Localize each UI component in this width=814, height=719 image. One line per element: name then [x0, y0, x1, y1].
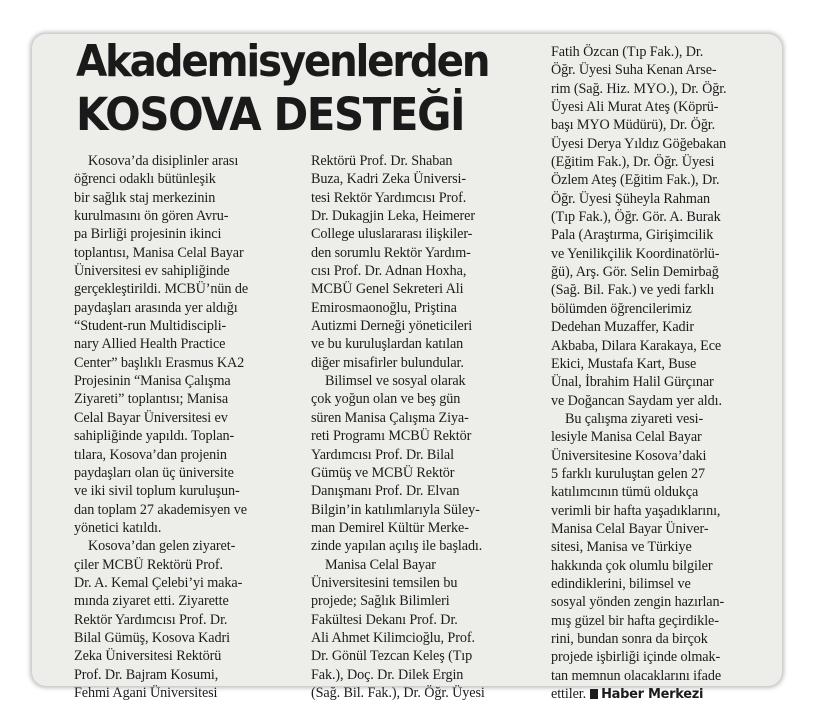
- article-line: Celal Bayar Üniversitesi ev: [74, 409, 228, 426]
- article-line: tan memnun olacaklarını ifade: [551, 667, 722, 684]
- article-line: Kosova’dan gelen ziyaret-: [88, 538, 236, 555]
- article-line: Fak.), Doç. Dr. Dilek Ergin: [311, 666, 464, 683]
- article-line: toplantısı, Manisa Celal Bayar: [74, 244, 244, 261]
- article-line: Üyesi Ali Murat Ateş (Köprü-: [551, 99, 719, 116]
- article-line: Bilimsel ve sosyal olarak: [325, 373, 466, 390]
- article-line: ve iki sivil toplum kuruluşun-: [74, 483, 240, 500]
- article-line: gerçekleştirildi. MCBÜ’nün de: [74, 281, 249, 298]
- article-line: diğer misafirler bulundular.: [311, 354, 464, 371]
- article-line: mış güzel bir hafta geçirdikle-: [551, 612, 719, 629]
- article-line: Pala (Araştırma, Girişimcilik: [551, 227, 714, 244]
- article-line: bir sağlık staj merkezinin: [74, 189, 216, 206]
- article-line: Ziyareti” toplantısı; Manisa: [74, 391, 229, 408]
- article-line: lesiyle Manisa Celal Bayar: [551, 429, 702, 446]
- article-line: Dr. A. Kemal Çelebi’yi maka-: [74, 574, 243, 591]
- article-line: Gümüş ve MCBÜ Rektör: [311, 464, 455, 481]
- article-line: sahipliğinde yapıldı. Toplan-: [74, 428, 235, 445]
- article-line: Ali Ahmet Kilimcioğlu, Prof.: [311, 629, 475, 646]
- article-line: zinde yapılan açılış ile başladı.: [311, 538, 483, 555]
- article-line: paydaşları arasında yer aldığı: [74, 299, 238, 316]
- article-line: MCBÜ Genel Sekreteri Ali: [311, 281, 464, 298]
- headline-line-2: KOSOVA DESTEĞİ: [76, 88, 465, 141]
- article-line: Manisa Celal Bayar Üniver-: [551, 520, 709, 537]
- article-line: Fatih Özcan (Tıp Fak.), Dr.: [551, 44, 704, 60]
- square-bullet-icon: [590, 689, 598, 699]
- article-line: Dedehan Muzaffer, Kadir: [551, 319, 695, 336]
- article-line: bölümden öğrencilerimiz: [551, 300, 692, 317]
- article-line: nary Allied Health Practice: [74, 336, 226, 353]
- article-line: Zeka Üniversitesi Rektörü: [74, 648, 222, 665]
- article-line: Autizmi Derneği yöneticileri: [311, 318, 473, 335]
- article-line: pa Birliği projesinin ikinci: [74, 226, 222, 243]
- article-line: rini, bundan sonra da birçok: [551, 631, 708, 647]
- article-line: Ekici, Mustafa Kart, Buse: [551, 355, 697, 372]
- article-line: Kosova’da disiplinler arası: [88, 153, 239, 169]
- article-line: Öğr. Üyesi Suha Kenan Arse-: [551, 62, 717, 79]
- byline: Haber Merkezi: [601, 687, 704, 703]
- article-line: Prof. Dr. Bajram Kosumi,: [74, 666, 219, 683]
- article-line: Fehmi Agani Üniversitesi: [74, 684, 218, 701]
- article-line: sitesi, Manisa ve Türkiye: [551, 539, 692, 556]
- article-column-2: [311, 152, 539, 702]
- article-line: “Student-run Multidiscipli-: [74, 318, 227, 335]
- article-line: (Sağ. Bil. Fak.), Dr. Öğr. Üyesi: [311, 684, 485, 701]
- article-line: cısı Prof. Dr. Adnan Hoxha,: [311, 263, 467, 280]
- article-line: Yardımcısı Prof. Dr. Bilal: [311, 446, 454, 463]
- article-line: Rektörü Prof. Dr. Shaban: [311, 153, 453, 169]
- article-line: tesi Rektör Yardımcısı Prof.: [311, 189, 467, 206]
- article-line: Projesinin “Manisa Çalışma: [74, 373, 231, 390]
- article-line: edindiklerini, bilimsel ve: [551, 575, 691, 592]
- article-line: (Eğitim Fak.), Dr. Öğr. Üyesi: [551, 154, 715, 171]
- newspaper-clipping: [32, 34, 782, 703]
- article-line: Bilgin’in katılımlarıyla Süley-: [311, 501, 480, 518]
- article-line: sosyal yönden zengin hazırlan-: [551, 594, 725, 611]
- article-line: Bu çalışma ziyareti vesi-: [565, 410, 704, 427]
- article-line: reti Programı MCBÜ Rektör: [311, 428, 472, 445]
- article-line: Üyesi Derya Yıldız Göğebakan: [551, 135, 727, 152]
- article-line: Center” başlıklı Erasmus KA2: [74, 354, 245, 371]
- article-line: çiler MCBÜ Rektörü Prof.: [74, 556, 223, 573]
- article-line: Öğr. Üyesi Şüheyla Rahman: [551, 190, 711, 207]
- article-line: College uluslararası ilişkiler-: [311, 226, 473, 243]
- article-line: ve Yenilikçilik Koordinatörlü-: [551, 245, 720, 262]
- article-line: Akbaba, Dilara Karakaya, Ece: [551, 337, 722, 354]
- article-line: öğrenci odaklı bütünleşik: [74, 171, 216, 188]
- article-line: verimli bir hafta yaşadıklarını,: [551, 502, 721, 519]
- article-line: paydaşları olan üç üniversite: [74, 464, 234, 481]
- article-line: Üniversitesi ev sahipliğinde: [74, 263, 230, 280]
- article-line: rim (Sağ. Hiz. MYO.), Dr. Öğr.: [551, 80, 727, 97]
- article-line: çok yoğun olan ve beş gün: [311, 391, 461, 408]
- article-line: Dr. Gönül Tezcan Keleş (Tıp: [311, 648, 473, 665]
- article-line: süren Manisa Çalışma Ziya-: [311, 409, 469, 426]
- article-line: yönetici katıldı.: [74, 519, 162, 536]
- article-line: Danışmanı Prof. Dr. Elvan: [311, 483, 460, 500]
- article-line: ettiler. Haber Merkezi: [551, 686, 704, 703]
- article-line: Fakültesi Dekanı Prof. Dr.: [311, 611, 458, 628]
- article-line: kurulmasını ön gören Avru-: [74, 208, 229, 225]
- article-column-1: [74, 152, 296, 702]
- article-line: ve bu kuruluşlardan katılan: [311, 336, 464, 353]
- article-line: Üniversitesine Kosova’daki: [551, 447, 707, 464]
- headline: [76, 36, 566, 141]
- article-line: (Sağ. Bil. Fak.) ve yedi farklı: [551, 282, 715, 299]
- article-line: mında ziyaret etti. Ziyarette: [74, 593, 229, 610]
- article-line: hakkında çok olumlu bilgiler: [551, 557, 713, 574]
- article-line: dan toplam 27 akademisyen ve: [74, 501, 247, 518]
- article-line: Bilal Gümüş, Kosova Kadri: [74, 629, 230, 646]
- article-line: başı MYO Müdürü), Dr. Öğr.: [551, 117, 716, 134]
- article-line: Buza, Kadri Zeka Üniversi-: [311, 171, 466, 188]
- article-line: man Demirel Kültür Merke-: [311, 519, 469, 536]
- article-line: katılımcının tümü oldukça: [551, 484, 699, 501]
- article-line: Özlem Ateş (Eğitim Fak.), Dr.: [551, 172, 720, 189]
- article-line: Dr. Dukagjin Leka, Heimerer: [311, 208, 475, 225]
- article-line: ve Doğancan Saydam yer aldı.: [551, 392, 722, 409]
- article-line: projede işbirliği içinde olmak-: [551, 649, 721, 666]
- article-line: den sorumlu Rektör Yardım-: [311, 244, 471, 261]
- article-line: Manisa Celal Bayar: [325, 556, 436, 573]
- article-line: Ünal, İbrahim Halil Gürçınar: [551, 374, 714, 391]
- article-line: ğü), Arş. Gör. Selin Demirbağ: [551, 264, 719, 281]
- article-line: Emirosmaonoğlu, Priştina: [311, 299, 457, 316]
- article-line: Rektör Yardımcısı Prof. Dr.: [74, 611, 228, 628]
- article-column-3: [551, 43, 775, 704]
- article-line: 5 farklı kuruluştan gelen 27: [551, 465, 706, 482]
- article-line: Üniversitesini temsilen bu: [311, 574, 458, 591]
- headline-line-1: Akademisyenlerden: [76, 36, 489, 87]
- article-line: tılara, Kosova’dan projenin: [74, 446, 227, 463]
- article-line: (Tıp Fak.), Öğr. Gör. A. Burak: [551, 209, 721, 226]
- article-line: projede; Sağlık Bilimleri: [311, 593, 450, 610]
